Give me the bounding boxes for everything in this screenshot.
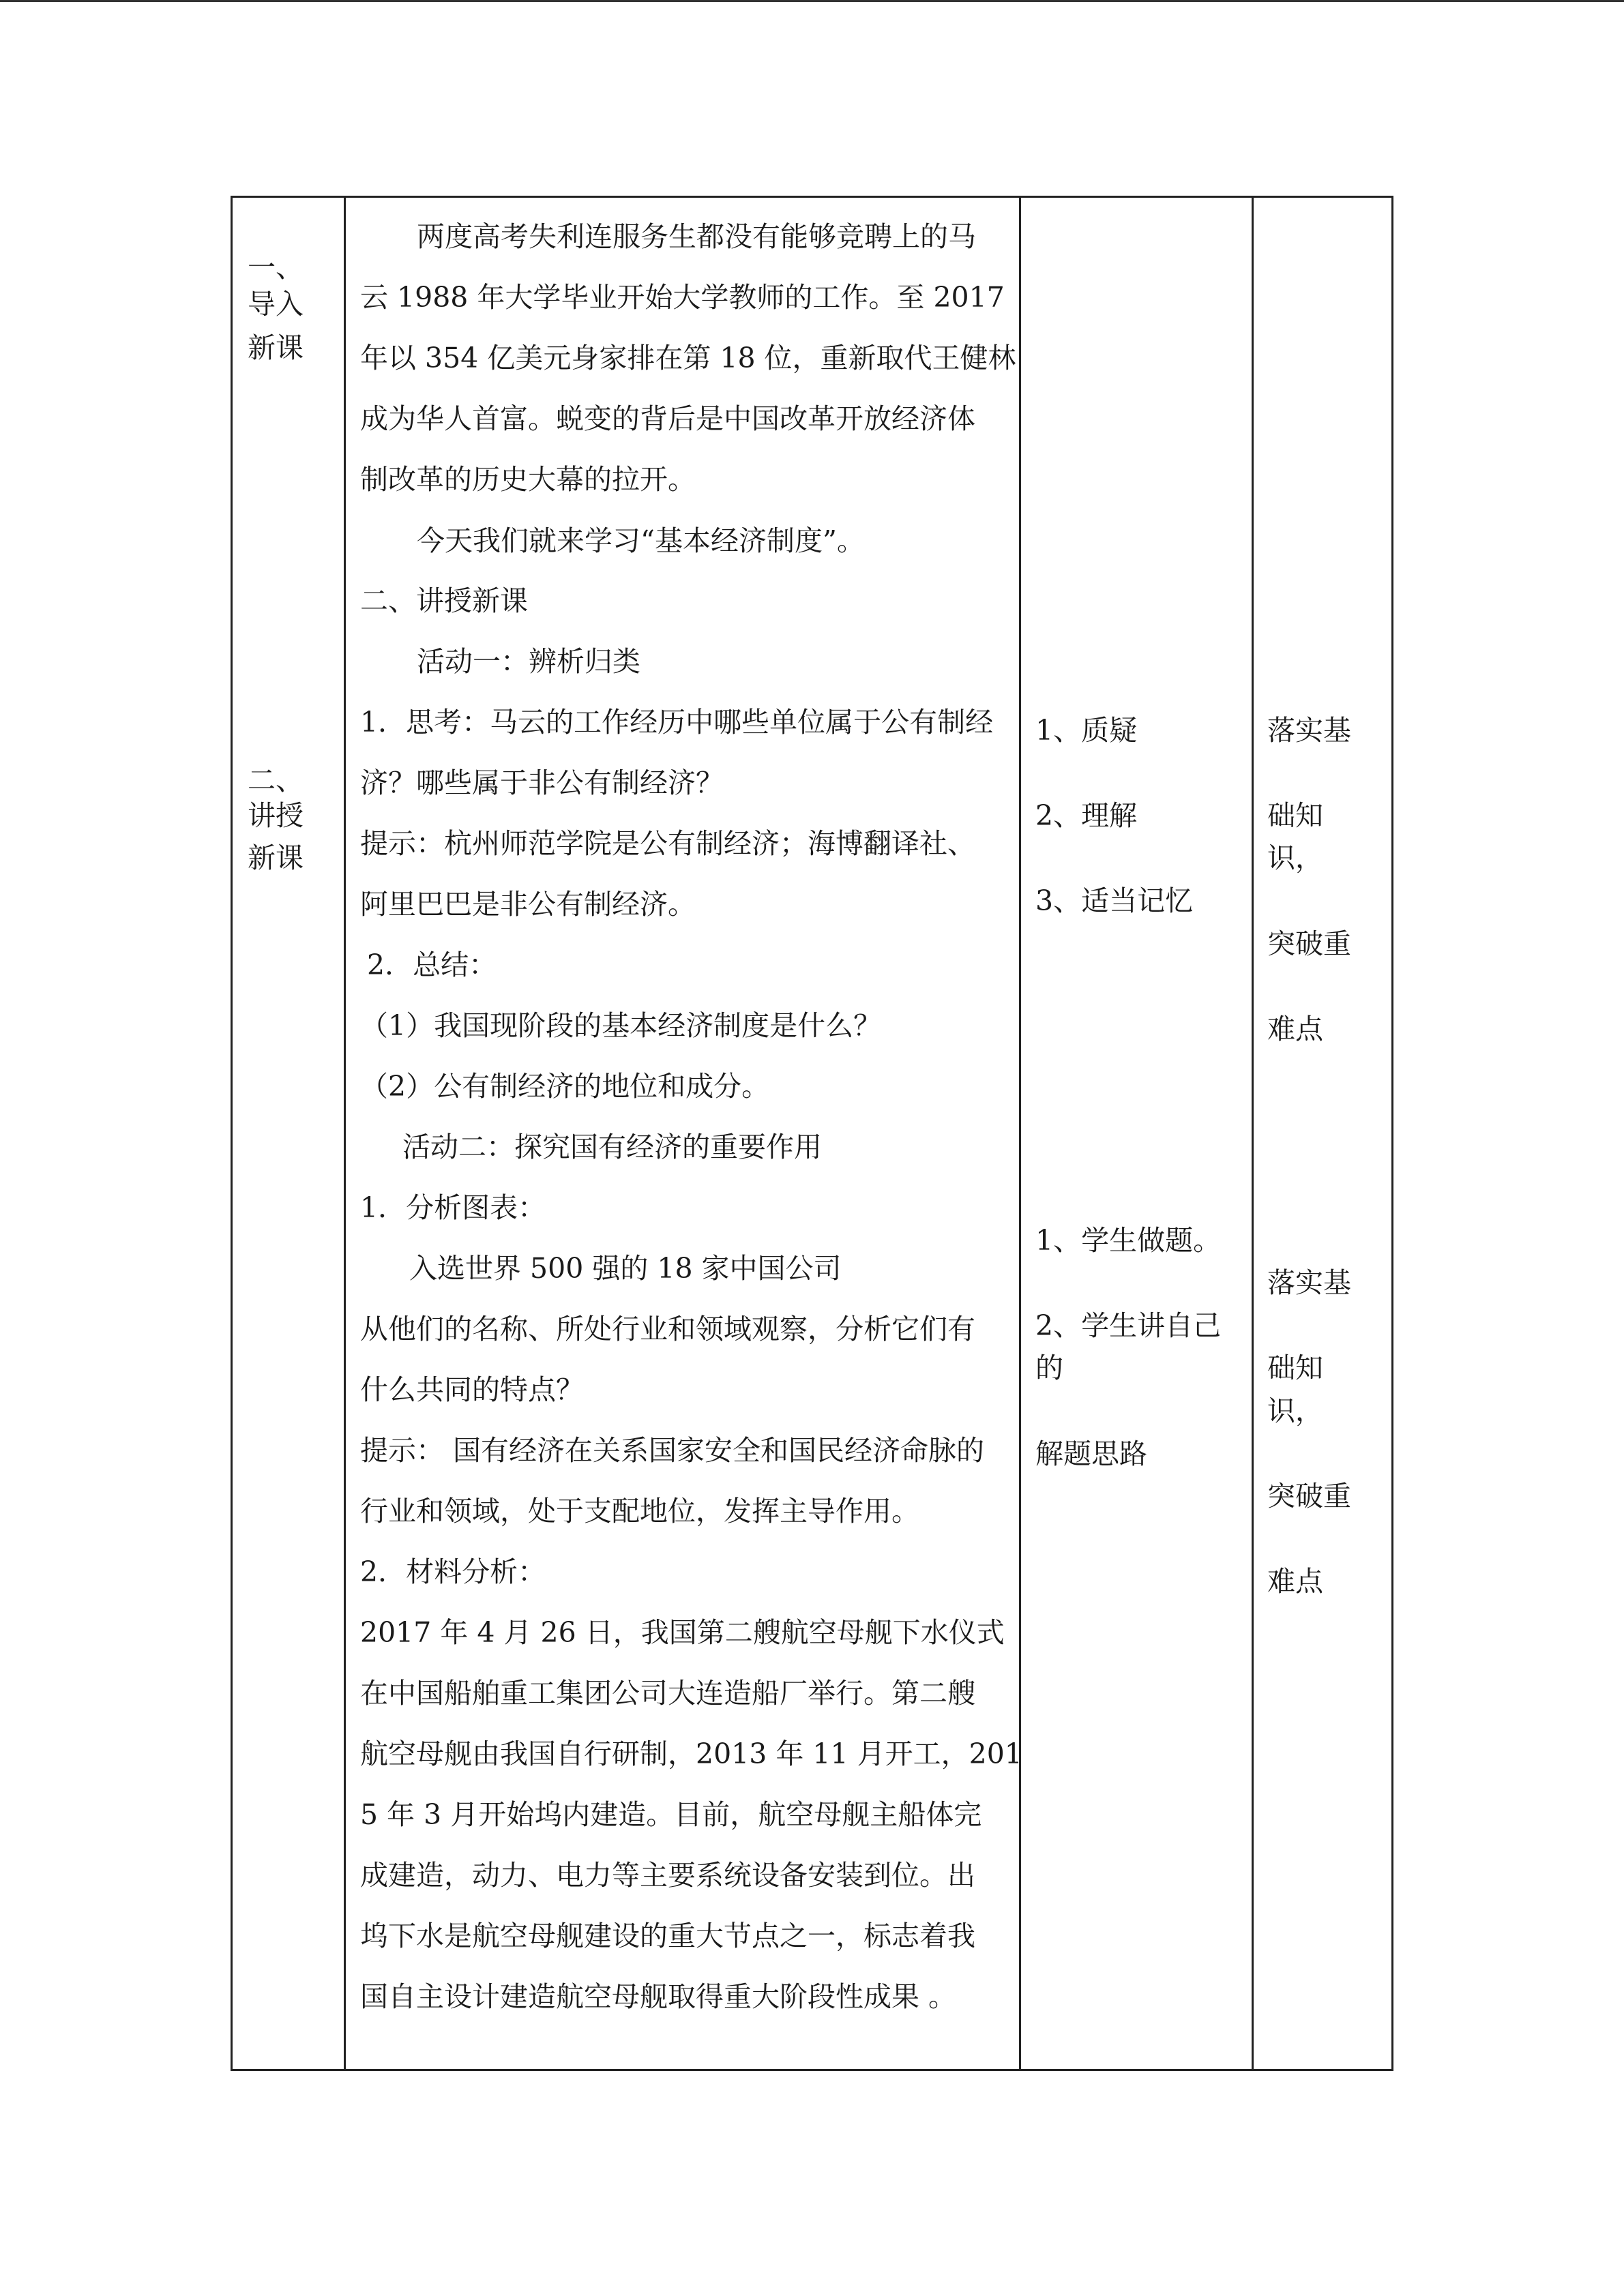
stage-teach-line2: 新课 xyxy=(248,841,304,874)
summary-question: （2）公有制经济的地位和成分。 xyxy=(360,1070,770,1103)
intro-paragraph-line: 成为华人首富。蜕变的背后是中国改革开放经济体 xyxy=(360,402,975,435)
chart-analysis-heading: 1．分析图表： xyxy=(360,1191,546,1224)
stage-intro-line1: 导入 xyxy=(248,288,304,320)
lesson-table xyxy=(231,196,1393,2071)
activity-two-heading: 活动二：探究国有经济的重要作用 xyxy=(402,1131,822,1163)
design-intent-line: 础知 xyxy=(1267,1352,1323,1384)
column-divider xyxy=(1019,198,1021,2069)
observe-question-line: 什么共同的特点？ xyxy=(360,1373,584,1406)
hint-line: 提示：杭州师范学院是公有制经济；海博翻译社、 xyxy=(360,827,975,860)
material-text-line: 5 年 3 月开始坞内建造。目前，航空母舰主船体完 xyxy=(360,1798,982,1831)
material-text-line: 成建造，动力、电力等主要系统设备安装到位。出 xyxy=(360,1859,975,1892)
design-intent-line: 突破重 xyxy=(1267,927,1351,960)
student-activity-item: 的 xyxy=(1035,1352,1063,1384)
think-question-line: 1．思考：马云的工作经历中哪些单位属于公有制经 xyxy=(360,706,994,739)
design-intent-line: 难点 xyxy=(1267,1013,1323,1045)
stage-intro-number: 一、 xyxy=(248,251,304,284)
material-text-line: 国自主设计建造航空母舰取得重大阶段性成果 。 xyxy=(360,1980,957,2013)
student-activity-item: 1、质疑 xyxy=(1035,714,1138,747)
material-text-line: 航空母舰由我国自行研制，2013 年 11 月开工，201 xyxy=(360,1738,1022,1770)
summary-heading: 2．总结： xyxy=(367,949,497,981)
chart-caption: 入选世界 500 强的 18 家中国公司 xyxy=(409,1252,842,1285)
student-activity-item: 2、学生讲自己 xyxy=(1035,1309,1222,1342)
design-intent-line: 突破重 xyxy=(1267,1480,1351,1512)
activity-one-heading: 活动一：辨析归类 xyxy=(417,645,640,678)
stage-teach-number: 二、 xyxy=(248,764,304,796)
material-text-line: 在中国船舶重工集团公司大连造船厂举行。第二艘 xyxy=(360,1677,975,1710)
hint-line: 阿里巴巴是非公有制经济。 xyxy=(360,888,696,921)
column-divider xyxy=(1252,198,1254,2069)
hint-line: 行业和领域，处于支配地位，发挥主导作用。 xyxy=(360,1495,919,1527)
intro-paragraph-line: 两度高考失利连服务生都没有能够竞聘上的马 xyxy=(417,220,976,253)
section-heading: 二、讲授新课 xyxy=(360,584,528,617)
page-top-border xyxy=(0,0,1624,2)
hint-line: 提示： 国有经济在关系国家安全和国民经济命脉的 xyxy=(360,1434,985,1467)
design-intent-line: 识， xyxy=(1267,1395,1323,1427)
material-heading: 2．材料分析： xyxy=(360,1555,546,1588)
design-intent-line: 落实基 xyxy=(1267,714,1351,747)
observe-question-line: 从他们的名称、所处行业和领域观察，分析它们有 xyxy=(360,1313,975,1345)
intro-paragraph-line: 云 1988 年大学毕业开始大学教师的工作。至 2017 xyxy=(360,281,1005,314)
design-intent-line: 落实基 xyxy=(1267,1266,1351,1299)
student-activity-item: 1、学生做题。 xyxy=(1035,1224,1222,1257)
think-question-line: 济？哪些属于非公有制经济？ xyxy=(360,766,724,799)
stage-intro-line2: 新课 xyxy=(248,331,304,364)
design-intent-line: 难点 xyxy=(1267,1565,1323,1598)
material-text-line: 坞下水是航空母舰建设的重大节点之一，标志着我 xyxy=(360,1920,975,1952)
material-text-line: 2017 年 4 月 26 日，我国第二艘航空母舰下水仪式 xyxy=(360,1616,1005,1649)
design-intent-line: 识， xyxy=(1267,841,1323,874)
student-activity-item: 3、适当记忆 xyxy=(1035,884,1194,917)
stage-teach-line1: 讲授 xyxy=(248,799,304,832)
intro-paragraph-line: 年以 354 亿美元身家排在第 18 位，重新取代王健林 xyxy=(360,342,1016,374)
design-intent-line: 础知 xyxy=(1267,799,1323,832)
summary-question: （1）我国现阶段的基本经济制度是什么？ xyxy=(360,1009,882,1042)
column-divider xyxy=(344,198,346,2069)
intro-paragraph-line: 制改革的历史大幕的拉开。 xyxy=(360,463,696,496)
student-activity-item: 解题思路 xyxy=(1035,1437,1147,1470)
student-activity-item: 2、理解 xyxy=(1035,799,1138,832)
lesson-topic: 今天我们就来学习“基本经济制度”。 xyxy=(417,524,865,557)
